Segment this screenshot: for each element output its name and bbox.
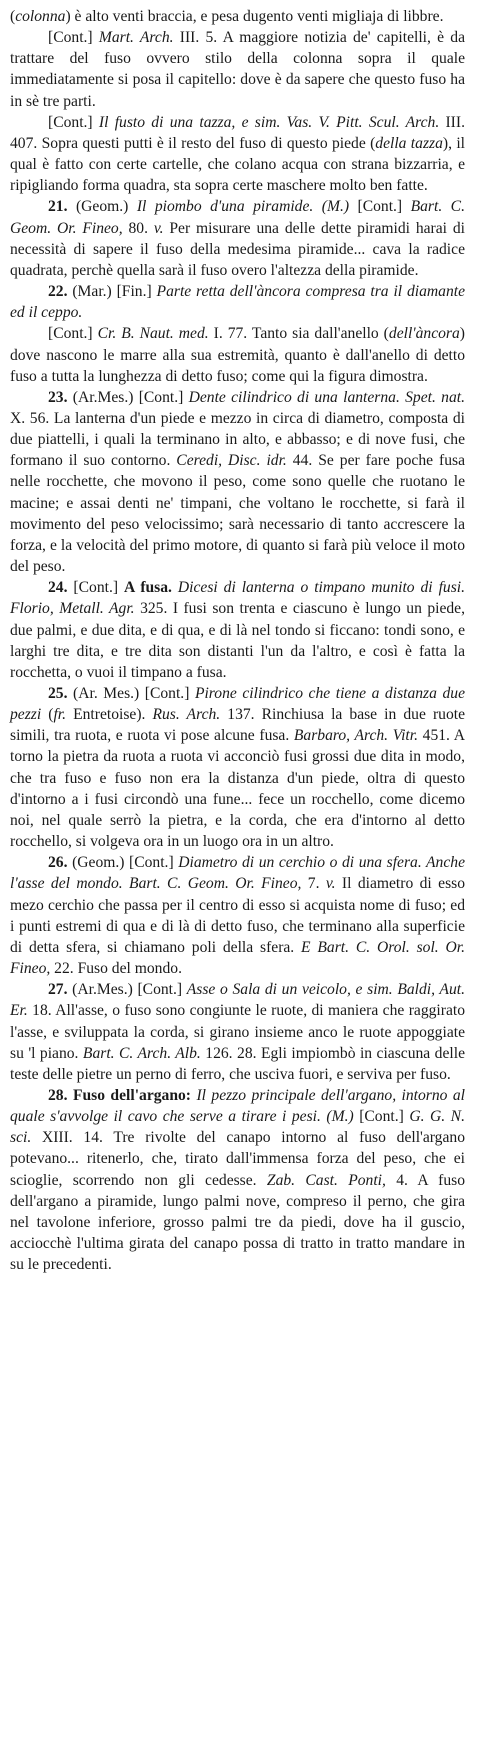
bold-run: 27. <box>48 981 68 999</box>
text-run: (Geom.) [Cont.] <box>67 854 179 872</box>
bold-run: 23. <box>48 388 68 406</box>
italic-run: E Bart. C. Orol. sol. Or. Fineo, <box>10 938 466 978</box>
italic-run: G. G. N. sci. <box>10 1108 465 1147</box>
italic-run: Rus. Arch. <box>152 706 221 724</box>
italic-run: Barbaro, Arch. Vitr. <box>293 727 418 745</box>
text-run: 325. I fusi son trenta e ciascuno è lungo un piede, due palmi, e due dita, e di qua, e di là nel tondo si ficcano: tondi sono, e larghi tre dita, e tre dita son distanti l'un da l'altro, e così è fatta la rocchetta, o vuoi il timpano a fusa. <box>10 600 466 681</box>
text-run: (Ar.Mes.) [Cont.] <box>67 981 187 999</box>
text-run: (Geom.) <box>67 198 137 216</box>
text-run: 80. <box>122 219 154 237</box>
text-run: 22. Fuso del mondo. <box>50 960 182 978</box>
text-run: [Cont.] <box>349 198 411 216</box>
italic-run: v. <box>153 219 164 237</box>
text-run: 7. <box>301 875 326 893</box>
text-run: (Mar.) [Fin.] <box>67 283 157 301</box>
bold-run: 24. <box>48 579 68 597</box>
text-run: 18. All'asse, o fuso sono congiunte le ruote, di maniera che raggirato l'asse, e sviluppata la corda, si girano insieme anco le ruote appoggiate su 'l piano. <box>10 1002 465 1062</box>
entry-paragraph <box>10 683 465 852</box>
bold-run: A fusa. <box>123 579 172 597</box>
text-run: III. 407. Sopra questi putti è il resto del fuso di questo piede ( <box>10 113 465 152</box>
entry-paragraph <box>10 27 465 112</box>
text-run: ( <box>41 706 54 724</box>
text-run: (Ar. Mes.) [Cont.] <box>67 685 195 702</box>
text-run: Il diametro di esso mezo cerchio che passa per il centro di esso si acquista nome di fuso; ed i punti estremi di qua e di là di detto fuso, che terminano alla superficie di detta sfera, si chiamano poli della sfera. <box>10 875 465 956</box>
italic-run: colonna <box>15 8 66 25</box>
text-run: I. 77. Tanto sia dall'anello ( <box>208 325 389 343</box>
italic-run: Zab. Cast. Ponti, <box>266 1171 386 1189</box>
italic-run: Parte retta dell'àncora compresa tra il diamante ed il ceppo. <box>10 283 465 322</box>
entry-paragraph <box>10 577 465 683</box>
italic-run: fr. <box>53 706 67 724</box>
bold-run: Fuso dell'argano: <box>72 1086 191 1104</box>
text-run: ( <box>10 8 16 25</box>
text-run: (Ar.Mes.) [Cont.] <box>67 388 189 406</box>
italic-run: Bart. C. Geom. Or. Fineo, <box>10 198 465 237</box>
italic-run: Mart. Arch. <box>98 29 174 47</box>
entry-paragraph <box>10 196 465 281</box>
italic-run: Dicesi di lanterna o timpano munito di fusi. Florio, Metall. Agr. <box>10 579 465 618</box>
text-run: 44. Se per fare poche fusa nelle rocchette, che movono il peso, come sono quelle che ruotano le macine; e assai denti ne' timpani, che voltano le rocchette, si farà il movimento del peso velocissimo; sarà necessario di tanto accrescere la forza, e la velocità del primo motore, di quanto si farà più veloce il moto del peso. <box>10 452 465 576</box>
text-run: 451. A torno la pietra da ruota a ruota vi acconciò fusi grossi due dita in modo, che tra fuso e fuso non era la distanza d'un piede, oltra di questo d'intorno a i fusi circondò una fune... fece un rocchello, come dicemo noi, nel quale serrò la pietra, e la corda, che era d'intorno al detto rocchello, si volgeva ora in un luogo ora in un altro. <box>10 727 465 851</box>
entry-paragraph <box>10 852 465 979</box>
italic-run: Pirone cilindrico che tiene a distanza due pezzi <box>10 685 465 724</box>
text-run: Per misurare una delle dette piramidi harai di necessità di sapere il fuso della medesima piramide... cava la radice quadrata, perchè quella sarà il fuso overo l'altezza della piramide. <box>10 219 465 279</box>
entry-paragraph <box>10 387 465 577</box>
italic-run: Il pezzo principale dell'argano, intorno al quale s'avvolge il cavo che serve a tirare i pesi. (M.) <box>10 1086 465 1126</box>
italic-run: v. <box>325 875 336 893</box>
italic-run: della tazza <box>375 134 443 152</box>
italic-run: dell'àncora <box>388 325 460 343</box>
text-run: [Cont.] <box>48 325 98 343</box>
text-run: 137. Rinchiusa la base in due ruote simili, tra ruota, e ruota vi pose alcune fusa. <box>10 706 465 745</box>
entry-paragraph <box>10 112 465 197</box>
entry-paragraph <box>10 1085 465 1275</box>
bold-run: 21. <box>48 198 68 216</box>
text-run: [Cont.] <box>353 1108 410 1126</box>
entry-paragraph <box>10 6 465 27</box>
text-run: ), il qual è fatto con certe cartelle, che colano acqua con strana bizzarria, e ripigliando forma quadra, sta sopra certe maschere molto ben fatte. <box>10 134 465 195</box>
text-run: [Cont.] <box>48 113 99 131</box>
text-run: 4. A fuso dell'argano a piramide, lungo palmi nove, compreso il perno, che gira nel tavolone inferiore, grosso palmi tre da piedi, dove ha il guscio, acciocchè l'ultima girata del canapo possa di tratto in tratto mandare in su le precedenti. <box>10 1171 465 1274</box>
italic-run: Il fusto di una tazza, e sim. Vas. V. Pitt. Scul. Arch. <box>98 113 440 131</box>
entry-paragraph <box>10 979 465 1085</box>
bold-run: 22. <box>48 283 68 301</box>
entry-paragraph <box>10 323 465 386</box>
italic-run: Ceredi, Disc. idr. <box>176 452 287 470</box>
text-run: X. 56. La lanterna d'un piede e mezzo in circa di diametro, composta di due piattelli, i quali la terminano in alto, e abbasso; e di nove fusi, che formano il suo contorno. <box>10 409 465 470</box>
text-run: ) dove nascono le marre alla sua estremità, quanto è dall'anello di detto fuso a tutta la lunghezza di detto fuso; come qui la figura dimostra. <box>10 325 465 385</box>
bold-run: 26. <box>48 854 68 872</box>
italic-run: Bart. C. Arch. Alb. <box>82 1044 201 1062</box>
text-run: XIII. 14. Tre rivolte del canapo intorno al fuso dell'argano potevano... ritenerlo, che, tirato dall'immensa forza del peso, che ei scioglie, scorrendo non gli cedesse. <box>10 1129 465 1189</box>
text-run: Entretoise). <box>66 706 153 724</box>
italic-run: Cr. B. Naut. med. <box>97 325 209 343</box>
text-run: [Cont.] <box>48 29 99 47</box>
text-run: 126. 28. Egli impiombò in ciascuna delle teste delle pietre un perno di ferro, che usciva fuori, e serviva per fuso. <box>10 1044 465 1083</box>
bold-run: 25. <box>48 685 68 702</box>
italic-run: Dente cilindrico di una lanterna. Spet. nat. <box>188 388 465 406</box>
text-run: [Cont.] <box>67 579 124 597</box>
text-run: ) è alto venti braccia, e pesa dugento venti migliaja di libbre. <box>65 8 444 25</box>
text-run: III. 5. A maggiore notizia de' capitelli, è da trattare del fuso ovvero stilo della colonna sopra il quale immediatamente si posa il capitello: dove è da sapere che questo fuso ha in sè tre parti. <box>10 29 465 110</box>
italic-run: Asse o Sala di un veicolo, e sim. Baldi, Aut. Er. <box>10 981 465 1020</box>
italic-run: Il piombo d'una piramide. (M.) <box>136 198 350 216</box>
bold-run: 28. <box>48 1086 68 1104</box>
entry-paragraph <box>10 281 465 323</box>
italic-run: Diametro di un cerchio o di una sfera. Anche l'asse del mondo. Bart. C. Geom. Or. Fineo, <box>10 854 465 893</box>
